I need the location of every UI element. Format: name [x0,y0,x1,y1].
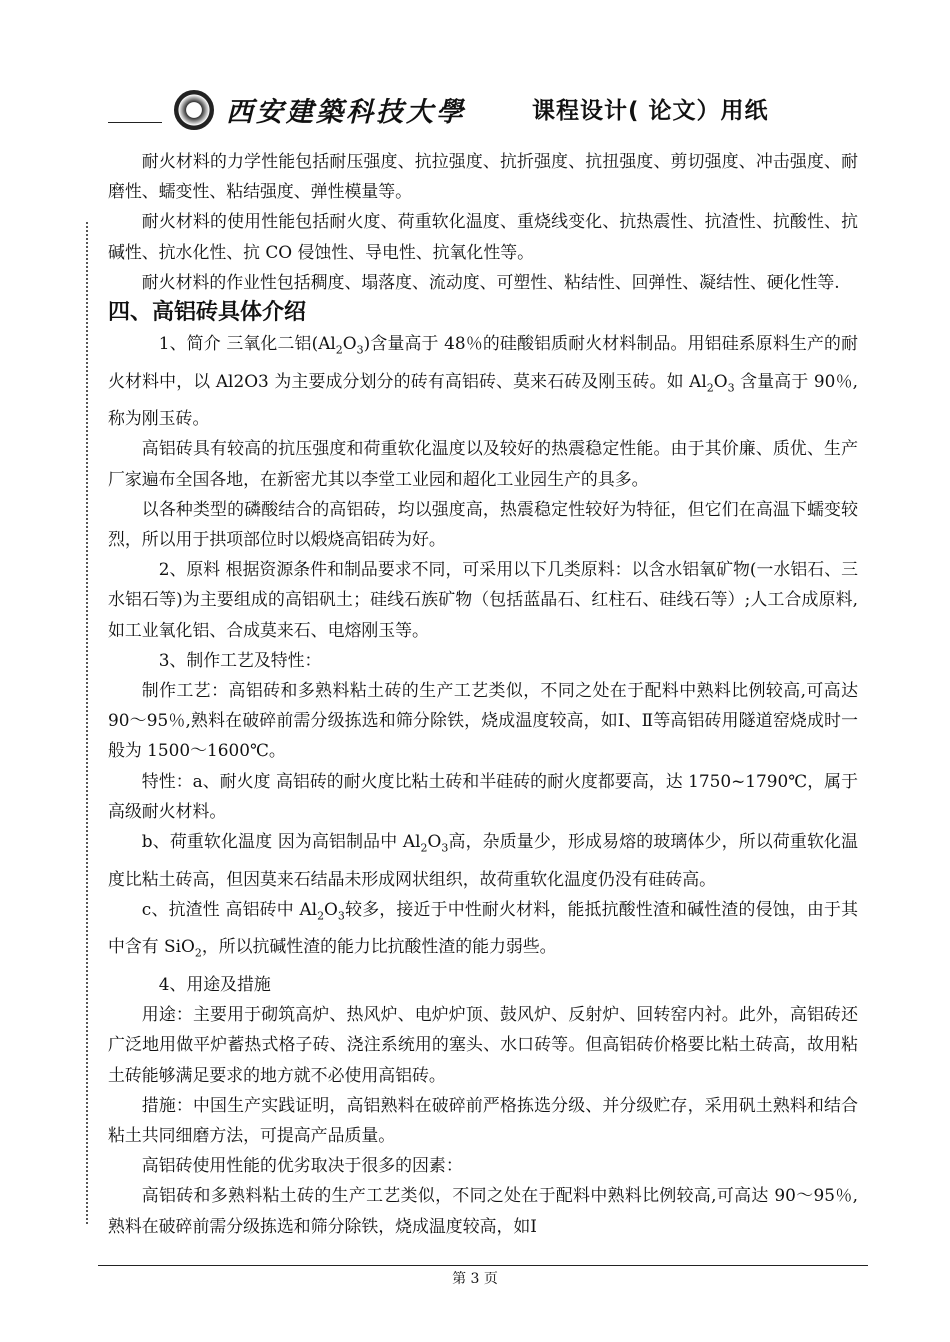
section-heading: 四、高铝砖具体介绍 [108,300,307,326]
page-number: 第 3 页 [452,1271,498,1287]
paragraph: b、荷重软化温度 因为高铝制品中 $Al_2O_3$高，杂质量少，形成易熔的玻璃体少，所以荷重软化温度比粘土砖高，但因莫来石结晶未形成网状组织，故荷重软化温度仍没有硅砖高。 [108,831,859,889]
paragraph: 高铝砖具有较高的抗压强度和荷重软化温度以及较好的热震稳定性能。由于其价廉、质优、生产厂家遍布全国各地，在新密尤其以李堂工业园和超化工业园生产的具多。 [108,438,858,489]
university-seal-icon [174,90,214,130]
university-name: 西安建築科技大學 [226,97,466,128]
paper-title: 课程设计( 论文）用纸 [532,98,769,124]
document-body [108,146,858,1241]
paragraph: 耐火材料的力学性能包括耐压强度、抗拉强度、抗折强度、抗扭强度、剪切强度、冲击强度、耐磨性、蠕变性、粘结强度、弹性模量等。 [108,151,858,202]
paragraph: 特性：a、耐火度 高铝砖的耐火度比粘土砖和半硅砖的耐火度都要高，达 1750~1790℃，属于高级耐火材料。 [108,770,858,821]
header-rule [108,122,162,123]
paragraph: 制作工艺：高铝砖和多熟料粘土砖的生产工艺类似，不同之处在于配料中熟料比例较高,可高达 90～95％,熟料在破碎前需分级拣选和筛分除铁，烧成温度较高，如Ⅰ、Ⅱ等高铝砖用隧道窑烧成时一般为 1500～1600℃。 [108,680,858,761]
paragraph: 3、制作工艺及特性： [158,649,322,670]
paragraph: 4、用途及措施 [158,973,271,994]
paragraph: c、抗渣性 高铝砖中 $Al_2O_3$较多，接近于中性耐火材料，能抵抗酸性渣和碱性渣的侵蚀，由于其中含有 SiO$_2$，所以抗碱性渣的能力比抗酸性渣的能力弱些。 [108,898,858,960]
footer-rule [98,1265,868,1266]
paragraph: 2、原料 根据资源条件和制品要求不同，可采用以下几类原料：以含水铝氧矿物(一水铝石、三水铝石等)为主要组成的高铝矾土；硅线石族矿物（包括蓝晶石、红柱石、硅线石等）;人工合成原料,如工业氧化铝、合成莫来石、电熔刚玉等。 [108,559,858,640]
paragraph: 耐火材料的使用性能包括耐火度、荷重软化温度、重烧线变化、抗热震性、抗渣性、抗酸性、抗碱性、抗水化性、抗 CO 侵蚀性、导电性、抗氧化性等。 [108,211,858,262]
paragraph: 1、简介 三氧化二铝$(Al_2O_3)$含量高于 48％的硅酸铝质耐火材料制品。用铝硅系原料生产的耐火材料中，以 Al2O3 为主要成分划分的砖有高铝砖、莫来石砖及刚玉砖。如 $Al_2O_3$ 含量高于 90％,称为刚玉砖。 [108,333,858,429]
paragraph: 用途：主要用于砌筑高炉、热风炉、电炉炉顶、鼓风炉、反射炉、回转窑内衬。此外，高铝砖还广泛地用做平炉蓄热式格子砖、浇注系统用的塞头、水口砖等。但高铝砖价格要比粘土砖高，故用粘土砖能够满足要求的地方就不必使用高铝砖。 [108,1004,858,1085]
paragraph: 措施：中国生产实践证明，高铝熟料在破碎前严格拣选分级、并分级贮存，采用矾土熟料和结合粘土共同细磨方法，可提高产品质量。 [108,1094,858,1145]
binding-line [86,222,88,1224]
paragraph: 以各种类型的磷酸结合的高铝砖，均以强度高，热震稳定性较好为特征，但它们在高温下蠕变较烈，所以用于拱项部位时以煅烧高铝砖为好。 [108,498,858,549]
paragraph: 耐火材料的作业性包括稠度、塌落度、流动度、可塑性、粘结性、回弹性、凝结性、硬化性等. [141,271,840,292]
paragraph: 高铝砖和多熟料粘土砖的生产工艺类似，不同之处在于配料中熟料比例较高,可高达 90～95％,熟料在破碎前需分级拣选和筛分除铁，烧成温度较高，如Ⅰ [108,1185,858,1236]
page-header [108,84,868,128]
paragraph: 高铝砖使用性能的优劣取决于很多的因素： [141,1155,463,1176]
